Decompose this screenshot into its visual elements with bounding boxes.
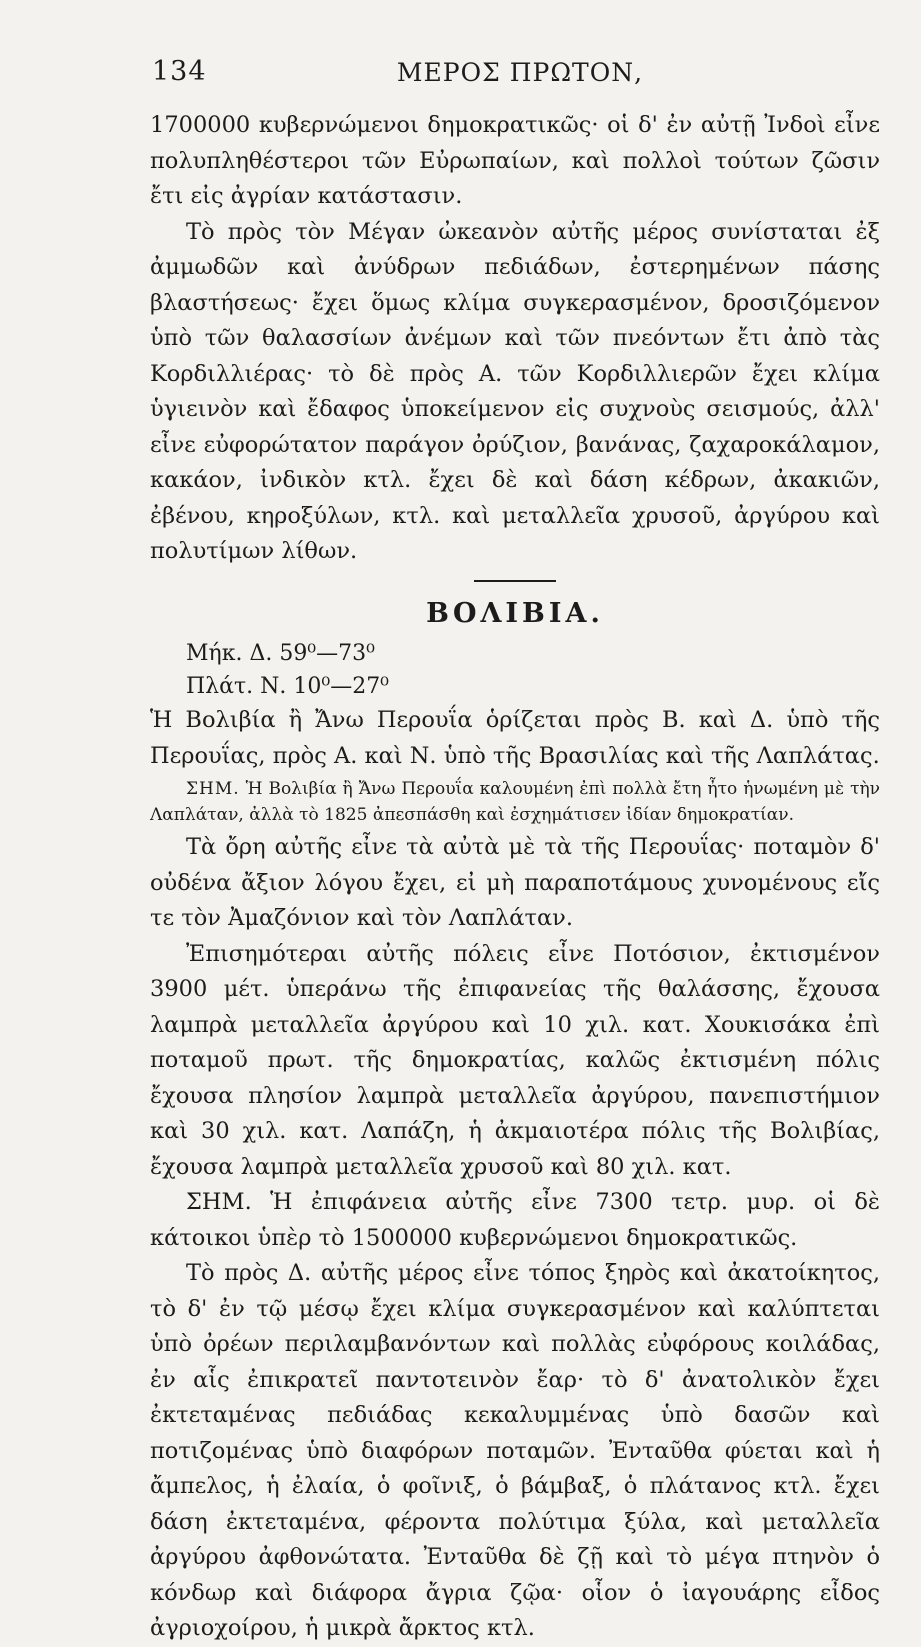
page-number: 134 [152, 56, 207, 87]
note-history-text: Ἡ Βολιβία ἢ Ἄνω Περουΐα καλουμένη ἐπὶ πολλὰ ἔτη ἦτο ἡνωμένη μὲ τὴν Λαπλάταν, ἀλλὰ τὸ 1825 ἀπεσπάσθη καὶ ἐσχημάτισεν ἰδίαν δημοκρατίαν. [150, 779, 880, 825]
paragraph-cities: Ἐπισημότεραι αὐτῆς πόλεις εἶνε Ποτόσιον, ἐκτισμένον 3900 μέτ. ὑπεράνω τῆς ἐπιφανείας τῆς θαλάσσης, ἔχουσα λαμπρὰ μεταλλεῖα ἀργύρου καὶ 10 χιλ. κατ. Χουκισάκα ἐπὶ ποταμοῦ πρωτ. τῆς δημοκρατίας, καλῶς ἐκτισμένη πόλις ἔχουσα πλησίον λαμπρὰ μεταλλεῖα ἀργύρου, πανεπιστήμιον καὶ 30 χιλ. κατ. Λαπάζη, ἡ ἀκμαιοτέρα πόλις τῆς Βολιβίας, ἔχουσα λαμπρὰ μεταλλεῖα χρυσοῦ καὶ 80 χιλ. κατ. [150, 940, 880, 1180]
paragraph-climate: Τὸ πρὸς Δ. αὐτῆς μέρος εἶνε τόπος ξηρὸς καὶ ἀκατοίκητος, τὸ δ' ἐν τῷ μέσῳ ἔχει κλίμα συγκερασμένον καὶ καλύπτεται ὑπὸ ὀρέων περιλαμβανόντων καὶ πολλὰς εὐφόρους κοιλάδας, ἐν αἷς ἐπικρατεῖ παντοτεινὸν ἔαρ· τὸ δ' ἀνατολικὸν ἔχει ἐκτεταμένας πεδιάδας κεκαλυμμένας ὑπὸ δασῶν καὶ ποτιζομένας ὑπὸ διαφόρων ποταμῶν. Ἐνταῦθα φύεται καὶ ἡ ἄμπελος, ἡ ἐλαία, ὁ φοῖνιξ, ὁ βάμβαξ, ὁ πλάτανος κτλ. ἔχει δάση ἐκτεταμένα, φέροντα πολύτιμα ξύλα, καὶ μεταλλεῖα ἀργύρου ἀφθονώτατα. Ἐνταῦθα δὲ ζῇ καὶ τὸ μέγα πτηνὸν ὁ κόνδωρ καὶ διάφορα ἄγρια ζῷα· οἷον ὁ ἰαγουάρης εἶδος ἀγριοχοίρου, ἡ μικρὰ ἄρκτος κτλ. [150, 1260, 880, 1641]
paragraph-mountains: Τὰ ὄρη αὐτῆς εἶνε τὰ αὐτὰ μὲ τὰ τῆς Περουΐας· ποταμὸν δ' οὐδένα ἄξιον λόγου ἔχει, εἰ μὴ παραποτάμους χυνομένους εἴς τε τὸν Ἀμαζόνιον καὶ τὸν Λαπλάταν. [150, 834, 880, 931]
page-body [150, 108, 880, 1647]
paragraph-peru-geography: Τὸ πρὸς τὸν Μέγαν ὠκεανὸν αὐτῆς μέρος συνίσταται ἐξ ἀμμωδῶν καὶ ἀνύδρων πεδιάδων, ἐστερημένων πάσης βλαστήσεως· ἔχει ὅμως κλίμα συγκερασμένον, δροσιζόμενον ὑπὸ τῶν θαλασσίων ἀνέμων καὶ τῶν πνεόντων ἔτι ἀπὸ τὰς Κορδιλλιέρας· τὸ δὲ πρὸς Α. τῶν Κορδιλλιερῶν ἔχει κλίμα ὑγιεινὸν καὶ ἔδαφος ὑποκείμενον εἰς συχνοὺς σεισμούς, ἀλλ' εἶνε εὐφορώτατον παράγον ὀρύζιον, βανάνας, ζαχαροκάλαμον, κακάον, ἰνδικὸν κτλ. ἔχει δὲ καὶ δάση κέδρων, ἀκακιῶν, ἐβένου, κηροξύλων, κτλ. καὶ μεταλλεῖα χρυσοῦ, ἀργύρου καὶ πολυτίμων λίθων. [150, 218, 880, 564]
page-header [150, 56, 890, 96]
paragraph-borders: Ἡ Βολιβία ἢ Ἄνω Περουΐα ὁρίζεται πρὸς Β. καὶ Δ. ὑπὸ τῆς Περουΐας, πρὸς Α. καὶ Ν. ὑπὸ τῆς Βρασιλίας καὶ τῆς Λαπλάτας. [150, 707, 880, 769]
section-divider [474, 580, 556, 582]
longitude-line: Μήκ. Δ. 59⁰—73⁰ [186, 641, 375, 666]
note-label: ΣΗΜ. [186, 779, 240, 799]
paragraph-peru-population: 1700000 κυβερνώμενοι δημοκρατικῶς· οἱ δ' ἐν αὐτῇ Ἰνδοὶ εἶνε πολυπληθέστεροι τῶν Εὐρωπαίων, καὶ πολλοὶ τούτων ζῶσιν ἔτι εἰς ἀγρίαν κατάστασιν. [150, 112, 880, 209]
note-area-population: ΣΗΜ. Ἡ ἐπιφάνεια αὐτῆς εἶνε 7300 τετρ. μυρ. οἱ δὲ κάτοικοι ὑπὲρ τὸ 1500000 κυβερνώμενοι δημοκρατικῶς. [150, 1189, 880, 1251]
section-title: ΒΟΛΙΒΙΑ. [426, 597, 604, 629]
latitude-line: Πλάτ. Ν. 10⁰—27⁰ [186, 674, 390, 699]
running-title: ΜΕΡΟΣ ΠΡΩΤΟΝ, [396, 58, 644, 87]
note-history [150, 776, 880, 828]
